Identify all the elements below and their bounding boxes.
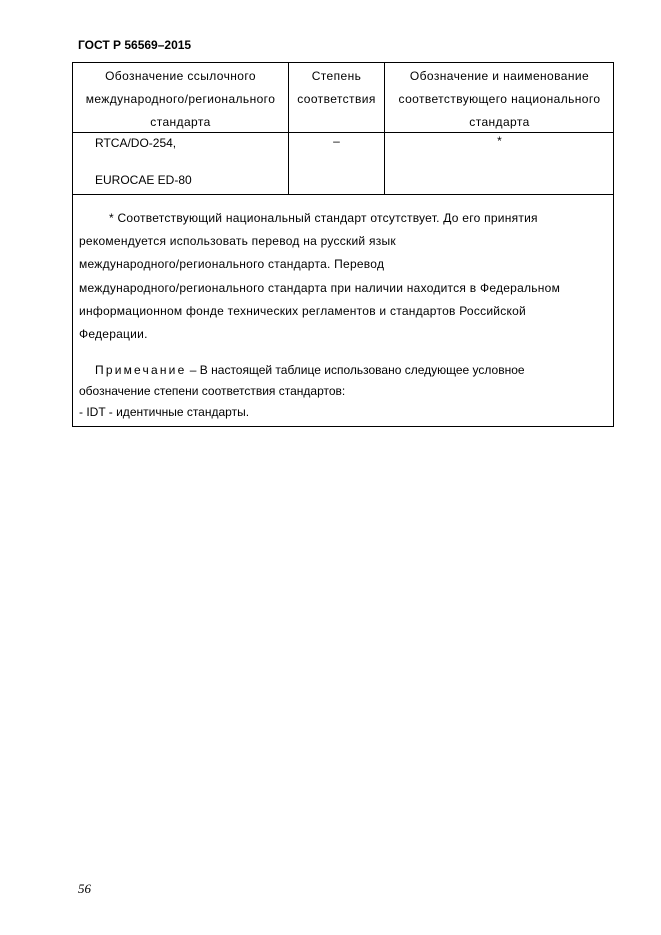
footnote-line: информационном фонде технических регламентов и стандартов Российской: [79, 303, 527, 318]
cell-national: *: [497, 134, 502, 148]
header-line: стандарта: [469, 115, 530, 129]
footnote: [79, 207, 609, 346]
header-line: соответствующего национального: [398, 92, 601, 106]
reference-table: [72, 62, 614, 427]
footnote-line: Федерации.: [79, 327, 148, 342]
footnote-line: * Соответствующий национальный стандарт отсутствует. До его принятия: [109, 211, 538, 225]
column-header-degree: [289, 63, 384, 132]
note-text: – В настоящей таблице использовано следующее условное: [186, 363, 525, 377]
header-line: соответствия: [297, 92, 376, 106]
footnote-line: международного/регионального стандарта при наличии находится в Федеральном: [79, 280, 561, 295]
document-header: ГОСТ Р 56569–2015: [78, 38, 192, 52]
page-number: 56: [78, 881, 91, 896]
note-text: - IDT - идентичные стандарты.: [79, 405, 250, 419]
header-line: Степень: [311, 69, 362, 83]
header-line: Обозначение ссылочного: [105, 69, 256, 83]
footnote-line: рекомендуется использовать перевод на русский язык: [79, 234, 396, 249]
note-label: Примечание: [95, 363, 187, 377]
cell-degree: –: [333, 134, 340, 148]
note-text: обозначение степени соответствия стандартов:: [79, 384, 346, 398]
column-header-reference-standard: [73, 63, 288, 132]
column-header-national-standard: [385, 63, 614, 132]
table-note: [79, 360, 609, 423]
cell-reference-line-1: RTCA/DO-254,: [95, 136, 177, 150]
footnote-line: международного/регионального стандарта. Перевод: [79, 257, 385, 272]
cell-reference-line-2: EUROCAE ED-80: [95, 173, 192, 187]
header-line: стандарта: [150, 115, 211, 129]
header-line: Обозначение и наименование: [409, 69, 590, 83]
row-divider: [73, 194, 613, 195]
header-line: международного/регионального: [85, 92, 276, 106]
